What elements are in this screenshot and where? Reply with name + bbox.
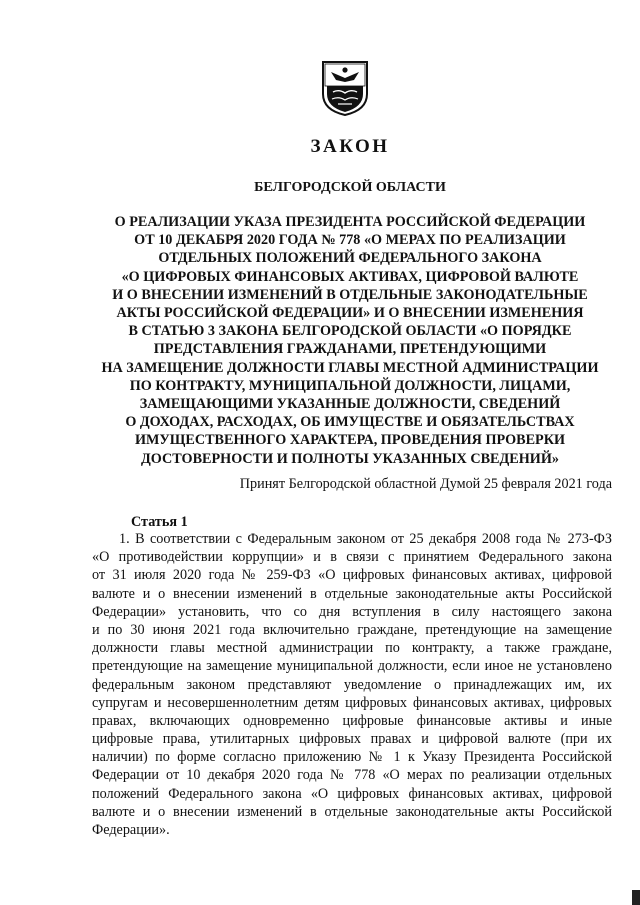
heading-line: АКТЫ РОССИЙСКОЙ ФЕДЕРАЦИИ» И О ВНЕСЕНИИ ИЗМЕНЕНИЯ [116, 305, 584, 322]
document-title: ЗАКОН [310, 136, 390, 157]
body-line: 1. В соответствии с Федеральным законом от 25 декабря 2008 года № 273-ФЗ [119, 531, 612, 547]
body-line: валюте и о внесении изменений в отдельные законодательные акты Российской [92, 803, 612, 820]
heading-line: «О ЦИФРОВЫХ ФИНАНСОВЫХ АКТИВАХ, ЦИФРОВОЙ ВАЛЮТЕ [121, 268, 579, 285]
adoption-note: Принят Белгородской областной Думой 25 февраля 2021 года [239, 476, 612, 492]
heading-line: НА ЗАМЕЩЕНИЕ ДОЛЖНОСТИ ГЛАВЫ МЕСТНОЙ АДМИНИСТРАЦИИ [101, 359, 599, 376]
law-heading [80, 213, 620, 468]
article-body [92, 530, 612, 839]
body-line: правах, включающих одновременно цифровые финансовые активы и иные [92, 712, 612, 729]
body-line: Федерации от 10 декабря 2020 года № 778 «О мерах по реализации отдельных [92, 767, 612, 784]
body-line: федеральным законом представляют уведомление о принадлежащих им, их [92, 676, 612, 693]
heading-line: ДОСТОВЕРНОСТИ И ПОЛНОТЫ УКАЗАННЫХ СВЕДЕНИЙ» [141, 450, 559, 467]
body-line: претендующие на замещение муниципальной должности, если иное не установлено [92, 658, 612, 675]
heading-line: И О ВНЕСЕНИИ ИЗМЕНЕНИЙ В ОТДЕЛЬНЫЕ ЗАКОНОДАТЕЛЬНЫЕ [112, 286, 588, 303]
heading-line: ЗАМЕЩАЮЩИМИ УКАЗАННЫЕ ДОЛЖНОСТИ, СВЕДЕНИЙ [139, 396, 561, 413]
body-line: наличии) по форме согласно приложению № 1 к Указу Президента Российской [92, 749, 612, 766]
heading-line: О ДОХОДАХ, РАСХОДАХ, ОБ ИМУЩЕСТВЕ И ОБЯЗАТЕЛЬСТВАХ [125, 414, 575, 431]
body-line: должности главы местной администрации по контракту, а также граждане, [92, 640, 612, 657]
heading-line: В СТАТЬЮ 3 ЗАКОНА БЕЛГОРОДСКОЙ ОБЛАСТИ «О ПОРЯДКЕ [128, 323, 572, 340]
body-line: валюте и о внесении изменений в отдельные законодательные акты Российской [92, 585, 612, 602]
coat-of-arms-icon [321, 60, 369, 116]
heading-line: ПО КОНТРАКТУ, МУНИЦИПАЛЬНОЙ ДОЛЖНОСТИ, ЛИЦАМИ, [129, 377, 571, 394]
body-line: цифровые права, утилитарных цифровых правах и цифровой валюте (при их [92, 731, 612, 748]
body-line: от 31 июля 2020 года № 259-ФЗ «О цифровых финансовых активах, цифровой [92, 567, 612, 584]
body-line: Федерации». [92, 822, 170, 838]
heading-line: ПРЕДСТАВЛЕНИЯ ГРАЖДАНАМИ, ПРЕТЕНДУЮЩИМИ [153, 341, 547, 358]
article-title: Статья 1 [131, 514, 188, 530]
heading-line: ОТДЕЛЬНЫХ ПОЛОЖЕНИЙ ФЕДЕРАЛЬНОГО ЗАКОНА [158, 250, 542, 267]
scan-edge-mark [632, 890, 640, 905]
body-line: положений Федерального закона «О цифровых финансовых активах, цифровой [92, 785, 612, 802]
heading-line: ИМУЩЕСТВЕННОГО ХАРАКТЕРА, ПРОВЕДЕНИЯ ПРОВЕРКИ [134, 432, 566, 449]
body-line: и по 30 июня 2021 года включительно граждане, претендующие на замещение [92, 621, 612, 638]
document-subtitle: БЕЛГОРОДСКОЙ ОБЛАСТИ [254, 180, 446, 195]
heading-line: ОТ 10 ДЕКАБРЯ 2020 ГОДА № 778 «О МЕРАХ ПО РЕАЛИЗАЦИИ [134, 232, 566, 249]
body-line: супругам и несовершеннолетним детям цифровых финансовых активах, цифровых [92, 694, 612, 711]
body-line: Федерации» установить, что со дня вступления в силу настоящего закона [92, 603, 612, 620]
body-line: «О противодействии коррупции» и в связи с принятием Федерального закона [92, 549, 612, 566]
heading-line: О РЕАЛИЗАЦИИ УКАЗА ПРЕЗИДЕНТА РОССИЙСКОЙ ФЕДЕРАЦИИ [114, 214, 586, 230]
